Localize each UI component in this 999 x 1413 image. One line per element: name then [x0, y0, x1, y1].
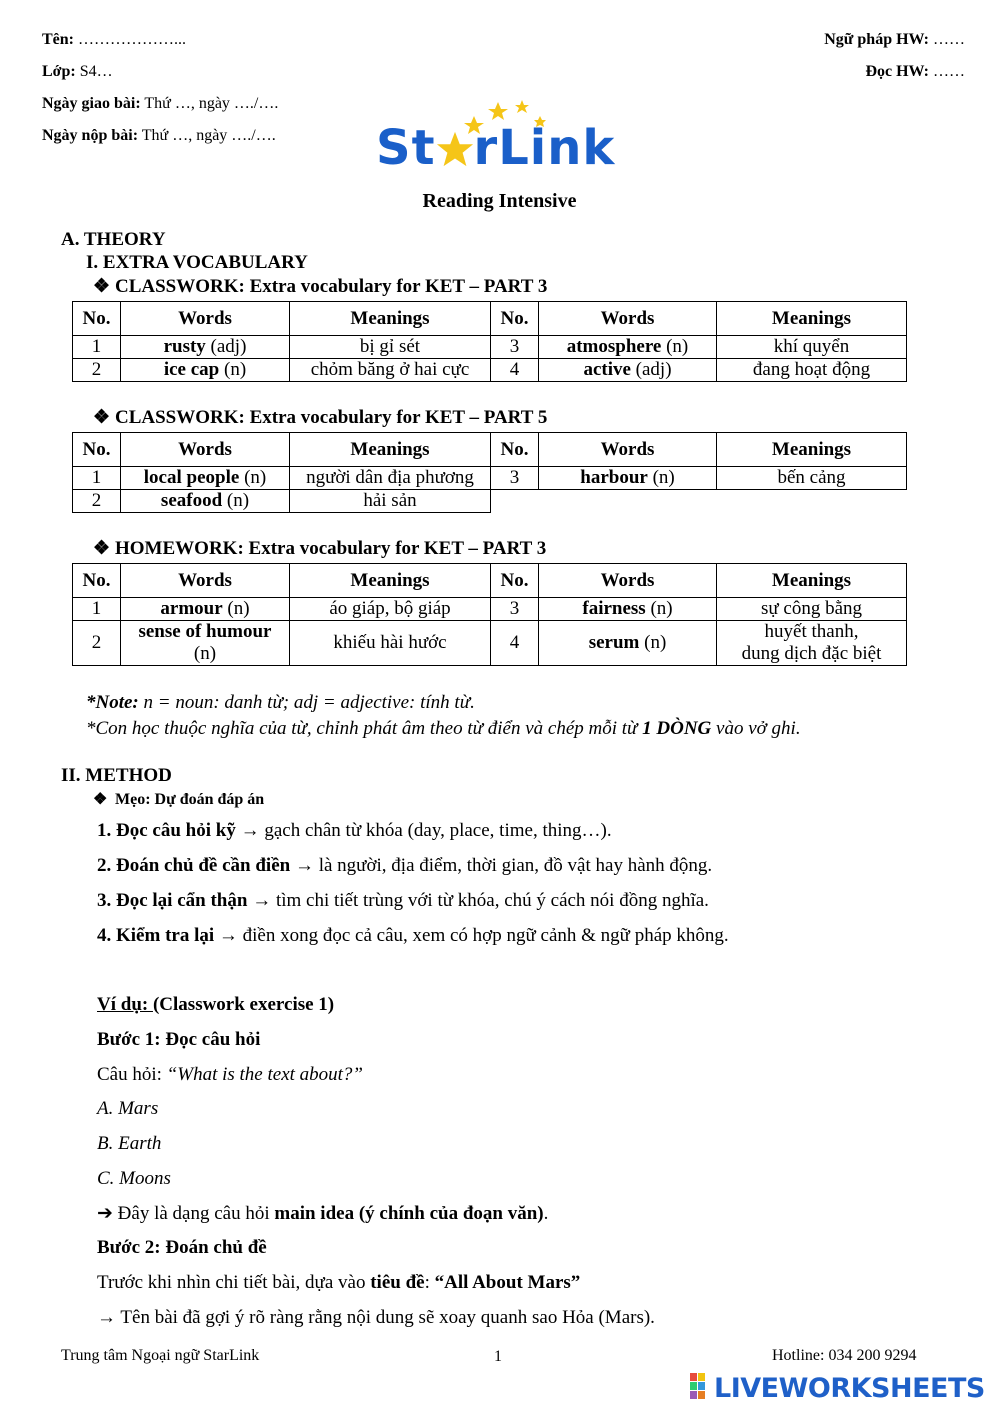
step2-heading: Bước 2: Đoán chủ đề — [97, 1237, 267, 1258]
example-heading: Ví dụ: (Classwork exercise 1) — [97, 994, 335, 1015]
table-row: 1 local people (n) người dân địa phương 3 harbour (n) bến cảng — [73, 467, 907, 490]
option-b: B. Earth — [97, 1133, 162, 1154]
table3-heading: ❖ HOMEWORK: Extra vocabulary for KET – PART 3 — [93, 538, 547, 559]
starlink-logo — [376, 98, 626, 180]
footer-hotline: Hotline: 034 200 9294 — [772, 1347, 917, 1364]
arrow-icon: ➔ — [97, 1203, 113, 1224]
section-theory: A. THEORY — [61, 229, 166, 250]
instruction-line: *Con học thuộc nghĩa của từ, chỉnh phát âm theo từ điển và chép mỗi từ 1 DÒNG vào vở ghi. — [86, 718, 801, 739]
method-step: 1. Đọc câu hỏi kỹ → gạch chân từ khóa (day, place, time, thing…). — [97, 820, 612, 841]
assign-date-line: Ngày giao bài: Thứ …, ngày …./…. — [42, 95, 279, 112]
page-number: 1 — [494, 1348, 502, 1365]
table-row: 2 seafood (n) hải sản — [73, 490, 907, 513]
class-line: Lớp: S4… — [42, 63, 113, 80]
table-row: 1 rusty (adj) bị gỉ sét 3 atmosphere (n) khí quyển — [73, 336, 907, 359]
note-line: *Note: n = noun: danh từ; adj = adjective: tính từ. — [86, 692, 475, 713]
submit-date-line: Ngày nộp bài: Thứ …, ngày …./…. — [42, 127, 276, 144]
section-extra-vocab: I. EXTRA VOCABULARY — [86, 252, 308, 273]
section-method: II. METHOD — [61, 765, 172, 786]
option-a: A. Mars — [97, 1098, 159, 1119]
logo-text-left: St — [376, 120, 436, 176]
question-line: Câu hỏi: “What is the text about?” — [97, 1064, 363, 1085]
name-line: Tên: ………………... — [42, 31, 186, 48]
grammar-hw-line: Ngữ pháp HW: …… — [824, 31, 965, 48]
table-row: 1 armour (n) áo giáp, bộ giáp 3 fairness (n) sự công bằng — [73, 598, 907, 621]
vocab-table-3 — [72, 563, 907, 666]
step1-heading: Bước 1: Đọc câu hỏi — [97, 1029, 261, 1050]
watermark-text: LIVEWORKSHEETS — [714, 1373, 985, 1404]
logo-text-right: rLink — [473, 120, 616, 176]
option-c: C. Moons — [97, 1168, 171, 1189]
vocab-table-2 — [72, 432, 907, 513]
table-header-row: No. Words Meanings No. Words Meanings — [73, 302, 907, 336]
method-step: 2. Đoán chủ đề cần điền → là người, địa điểm, thời gian, đồ vật hay hành động. — [97, 855, 713, 876]
method-step: 3. Đọc lại cẩn thận → tìm chi tiết trùng với từ khóa, chú ý cách nói đồng nghĩa. — [97, 890, 709, 911]
table2-heading: ❖ CLASSWORK: Extra vocabulary for KET – PART 5 — [93, 407, 548, 428]
liveworksheets-watermark — [690, 1373, 985, 1404]
table1-heading: ❖ CLASSWORK: Extra vocabulary for KET – PART 3 — [93, 276, 548, 297]
liveworksheets-logo-icon — [690, 1373, 714, 1401]
table-row: 2 ice cap (n) chỏm băng ở hai cực 4 active (adj) đang hoạt động — [73, 359, 907, 382]
step2-line: Trước khi nhìn chi tiết bài, dựa vào tiêu đề: “All About Mars” — [97, 1272, 581, 1293]
step2-line-2: → Tên bài đã gợi ý rõ ràng rằng nội dung sẽ xoay quanh sao Hỏa (Mars). — [97, 1307, 655, 1328]
table-header-row: No. Words Meanings No. Words Meanings — [73, 433, 907, 467]
page-title: Reading Intensive — [422, 190, 577, 212]
star-icon — [436, 130, 474, 168]
method-step: 4. Kiểm tra lại → điền xong đọc cả câu, xem có hợp ngữ cảnh & ngữ pháp không. — [97, 925, 729, 946]
table-row: 2 sense of humour (n) khiếu hài hước 4 serum (n) huyết thanh, dung dịch đặc biệt — [73, 621, 907, 666]
footer-center-name: Trung tâm Ngoại ngữ StarLink — [61, 1347, 260, 1364]
reading-hw-line: Đọc HW: …… — [865, 63, 965, 80]
table-header-row: No. Words Meanings No. Words Meanings — [73, 564, 907, 598]
main-idea-line: ➔ Đây là dạng câu hỏi main idea (ý chính của đoạn văn). — [97, 1203, 549, 1224]
vocab-table-1 — [72, 301, 907, 382]
tip-heading: ❖ Mẹo: Dự đoán đáp án — [93, 791, 265, 808]
